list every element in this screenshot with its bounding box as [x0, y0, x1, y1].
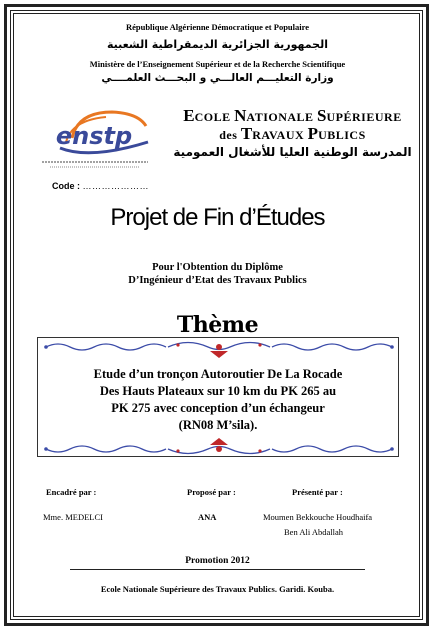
school-name-line2: des TRAVAUX PUBLICS — [219, 124, 366, 143]
student-name: Ben Ali Abdallah — [284, 527, 344, 537]
theme-line: (RN08 M’sila). — [178, 418, 258, 432]
promotion-year: Promotion 2012 — [185, 556, 250, 566]
republic-arabic: الجمهورية الجزائرية الديمقراطية الشعبية — [107, 38, 328, 51]
theme-heading: Thème — [176, 312, 259, 338]
supervisor-name: Mme. MEDELCI — [43, 512, 103, 522]
presented-by-label: Présenté par : — [292, 487, 343, 497]
proposer-name: ANA — [198, 512, 217, 522]
proposed-by-label: Proposé par : — [187, 487, 236, 497]
code-field: Code : ………………… — [52, 181, 149, 191]
page-title: Projet de Fin d’Études — [110, 204, 325, 231]
theme-line: PK 275 avec conception d’un échangeur — [111, 401, 325, 415]
ministry-arabic: وزارة التعليـــم العالـــي و البحـــث العلمــــي — [101, 72, 334, 84]
supervised-by-label: Encadré par : — [46, 487, 97, 497]
subtitle-line1: Pour l'Obtention du Diplôme — [152, 262, 283, 273]
footer-address: Ecole Nationale Supérieure des Travaux Publics. Garidi. Kouba. — [100, 584, 335, 594]
subtitle-line2: D’Ingénieur d’Etat des Travaux Publics — [128, 275, 307, 286]
ministry-french: Ministère de l’Enseignement Supérieur et de la Recherche Scientifique — [89, 59, 346, 69]
school-name-arabic: المدرسة الوطنية العليا للأشغال العمومية — [173, 145, 412, 159]
enstp-logo-icon — [20, 102, 170, 174]
logo-wordmark: enstp — [55, 122, 133, 150]
theme-line: Etude d’un tronçon Autoroutier De La Rocade — [93, 367, 343, 381]
theme-line: Des Hauts Plateaux sur 10 km du PK 265 au — [99, 384, 337, 398]
republic-french: République Algérienne Démocratique et Populaire — [125, 22, 310, 32]
student-name: Moumen Bekkouche Houdhaifa — [263, 512, 373, 522]
enstp-logo — [20, 102, 170, 174]
divider — [70, 569, 365, 570]
school-name-line1: ECOLE NATIONALE SUPÉRIEURE — [183, 106, 402, 125]
